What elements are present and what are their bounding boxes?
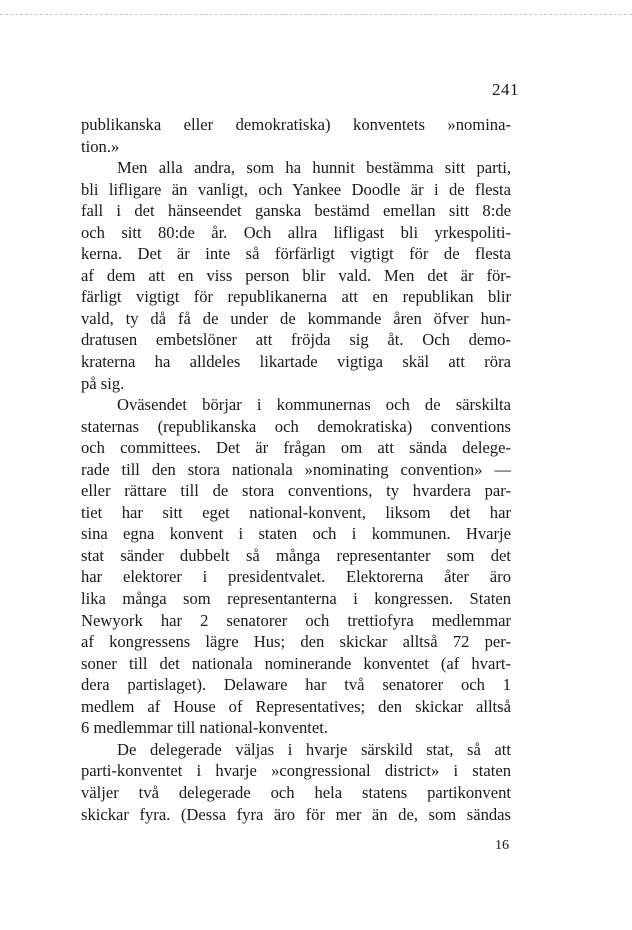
text-line: vald, ty då få de under de kommande åren öfver hun- bbox=[81, 308, 511, 328]
body-text bbox=[81, 114, 511, 825]
text-line: dera partislaget). Delaware har två senatorer och 1 bbox=[81, 675, 511, 695]
text-line: skickar fyra. (Dessa fyra äro för mer än de, som sändas bbox=[81, 804, 511, 824]
text-line: soner till det nationala nominerande konventet (af hvart- bbox=[81, 653, 511, 673]
text-line: dratusen embetslöner att fröjda sig åt. Och demo- bbox=[81, 330, 511, 350]
text-line: på sig. bbox=[81, 373, 125, 393]
text-line: Newyork har 2 senatorer och trettiofyra medlemmar bbox=[81, 610, 511, 630]
text-line: rade till den stora nationala »nominating convention» — bbox=[81, 459, 511, 479]
text-line: kraterna ha alldeles likartade vigtiga skäl att röra bbox=[81, 352, 511, 372]
text-line: 6 medlemmar till national-konventet. bbox=[81, 718, 328, 738]
text-line: färligt vigtigt för republikanerna att en republikan blir bbox=[81, 287, 511, 307]
text-line: Men alla andra, som ha hunnit bestämma sitt parti, bbox=[117, 158, 511, 178]
top-edge-rule bbox=[0, 14, 632, 15]
text-line: stat sänder dubbelt så många representanter som det bbox=[81, 545, 511, 565]
text-line: tion.» bbox=[81, 136, 120, 156]
text-line: af dem att en viss person blir vald. Men det är för- bbox=[81, 265, 511, 285]
text-line: och sitt 80:de år. Och allra lifligast bli yrkespoliti- bbox=[81, 222, 511, 242]
text-line: eller rättare till de stora conventions, ty hvardera par- bbox=[81, 481, 511, 501]
text-line: af kongressens lägre Hus; den skickar alltså 72 per- bbox=[81, 632, 511, 652]
text-line: medlem af House of Representatives; den skickar alltså bbox=[81, 696, 511, 716]
paragraph-3 bbox=[81, 394, 511, 739]
text-line: och committees. Det är frågan om att sända delege- bbox=[81, 438, 511, 458]
paragraph-2 bbox=[81, 157, 511, 394]
text-line: publikanska eller demokratiska) konventets »nomina- bbox=[81, 115, 511, 134]
signature-mark: 16 bbox=[495, 838, 509, 853]
text-line: sina egna konvent i staten och i kommunen. Hvarje bbox=[81, 524, 511, 544]
text-line: lika många som representanterna i kongressen. Staten bbox=[81, 589, 511, 609]
text-line: bli lifligare än vanligt, och Yankee Doodle är i de flesta bbox=[81, 179, 511, 199]
page-number: 241 bbox=[492, 80, 519, 99]
text-line: staternas (republikanska och demokratiska) conventions bbox=[81, 416, 511, 436]
text-line: väljer två delegerade och hela statens partikonvent bbox=[81, 782, 511, 802]
paragraph-1 bbox=[81, 114, 511, 157]
text-line: De delegerade väljas i hvarje särskild stat, så att bbox=[117, 739, 511, 759]
paragraph-4 bbox=[81, 739, 511, 825]
text-line: har elektorer i presidentvalet. Elektorerna åter äro bbox=[81, 567, 511, 587]
text-line: Oväsendet börjar i kommunernas och de särskilta bbox=[117, 395, 511, 415]
text-line: parti-konventet i hvarje »congressional district» i staten bbox=[81, 761, 511, 781]
text-line: fall i det hänseendet ganska bestämd emellan sitt 8:de bbox=[81, 201, 511, 221]
text-line: tiet har sitt eget national-konvent, liksom det har bbox=[81, 502, 511, 522]
text-line: kerna. Det är inte så förfärligt vigtigt för de flesta bbox=[81, 244, 511, 264]
